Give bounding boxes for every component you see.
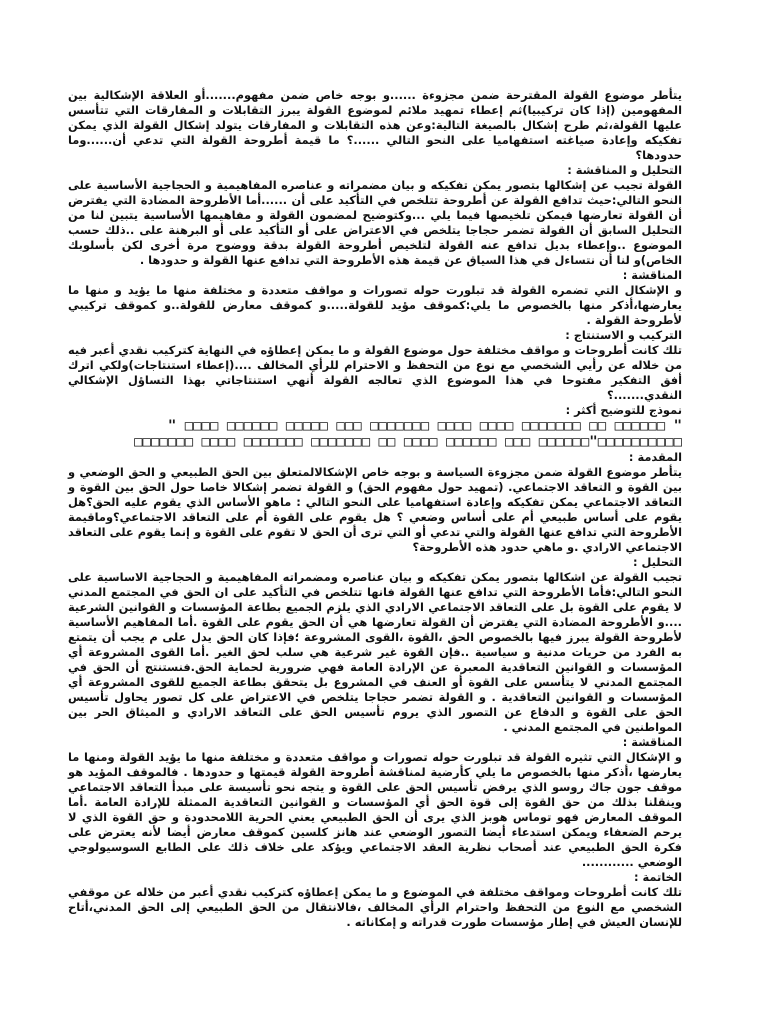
part2-conclusion-paragraph: تلك كانت أطروحات ومواقف مختلفة في الموضوع و ما يمكن إعطاؤه كتركيب نقدي أعبر من خلاله عن موقفي الشخصي مع النوع من التحفظ واحترام الرأي المخالف ،فالانتقال من الحق الطبيعي إلى الحق المدني،أتاح للإنسان العيش في إطار مؤسسات طورت قدراته و إمكاناته . (68, 885, 682, 929)
part2-discussion-paragraph: و الإشكال التي تثيره القولة قد تبلورت حوله تصورات و مواقف متعددة و مختلفة منها ما يؤيد القولة ومنها ما يعارضها ،أذكر منها بالخصوص ما يلي كأرضية لمناقشة أطروحة القولة قيمتها و حدودها . فالموقف المؤيد هو موقف جون جاك روسو الذي يرفض تأسيس الحق على القوة و يتجه نحو تأسيسة على مبدأ التعاقد الاجتماعي وينقلنا بذلك من حق القوة إلى قوة الحق أي المؤسسات و القوانين التعاقدية الممثلة للإرادة العامة .أما الموقف المعارض فهو توماس هوبز الذي يرى أن الحق الطبيعي يعني الحرية اللامحدودة و حق القوة الذي لا يرحم الضعفاء ويمكن استدعاء أيضا التصور الوضعي عند هانز كلسين كموقف معارض أيضا لأنه يعترض على فكرة الحق الطبيعي عند أصحاب نظرية العقد الاجتماعي ويؤكد على خلاف ذلك على الطابع السوسيولوجي الوضعي ............ (68, 750, 682, 869)
part2-intro-heading: المقدمة : (628, 450, 682, 464)
quote-line-1: " □□□□□□ □□ □□□□□□□ □□□□ □□□□ □□□□□□□ □□□ □□□□□ □□□□□□ □□□□ " (167, 418, 682, 434)
part1-intro-paragraph: يتأطر موضوع القولة المقترحة ضمن مجزوءة ......و بوجه خاص ضمن مفهوم.......أو العلاقة الإشكالية بين المفهومين (إذا كان تركيبيا)ثم إعطاء تمهيد ملائم لموضوع القولة يبرز التقابلات و المفارقات التي تتأسس عليها القولة،ثم طرح إشكال بالصيغة التالية:وعن هذه التقابلات و المفارقات يتولد إشكال القولة الذي يمكن تفكيكه وإعادة صياغته استفهاميا على النحو التالي ......؟ ما قيمة أطروحة القولة التي تدعي أن......وما حدودها؟ (68, 88, 682, 162)
part1-synthesis-heading: التركيب و الاستنتاج : (565, 328, 682, 342)
quote-line-2: □□□□□□□□□□"□□□□□□ □□□ □□□□□□ □□□□ □□ □□□□□□□ □□□□□□□ □□□□ □□□□□□□ (134, 434, 682, 450)
part2-discussion-heading: المناقشة : (622, 735, 682, 749)
part2-analysis-heading: التحليل : (632, 555, 682, 569)
part1-discussion-paragraph: و الإشكال التي تضمره القولة قد تبلورت حوله تصورات و مواقف متعددة و مختلفة منها ما يؤيد و منها ما يعارضها،أذكر منها بالخصوص ما يلي:كموقف مؤيد للقولة.....و كموقف معارض للقولة..و كموقف تركيبي لأطروحة القولة . (68, 283, 682, 327)
part2-intro-paragraph: يتأطر موضوع القولة ضمن مجزوءة السياسة و بوجه خاص الإشكالالمتعلق بين الحق الطبيعي و الحق الوضعي و بين القوة و التعاقد الاجتماعي. (تمهيد حول مفهوم الحق) و القولة تضمر إشكالا خاصا حول الحق بين القوة و التعاقد الاجتماعي يمكن تفكيكه وإعادة استفهاميا على النحو التالي : ماهو الأساس الذي يقوم عليه الحق؟هل يقوم على أساس طبيعي أم على أساس وضعي ؟ هل يقوم على القوة أم على التعاقد الاجتماعي؟وماقيمة الأطروحة التي تدافع عنها القولة والتي تدعي أو التي ترى أن الحق لا تقوم على القوة و إنما يقوم على التعاقد الاجتماعي الارادي .و ماهي حدود هذه الأطروحة؟ (68, 465, 682, 554)
part1-analysis-paragraph: القولة تجيب عن إشكالها بتصور يمكن تفكيكه و بيان مضمراته و عناصره المفاهيمية و الحجاجية الأساسية على النحو التالي:حيث تدافع القولة عن أطروحة تتلخص في التأكيد على أن ......أما الأطروحة المضادة التي يفترض أن القولة تعارضها فيمكن تلخيصها فيما يلي ...وكتوضيح لمضمون القولة و مفاهيمها الأساسية يتبين لنا من التحليل السابق أن القولة تضمر حجاجا يتلخص في الاعتراض على أو التأكيد على أو البرهنة على ..ذلك حسب الموضوع ..وإعطاء بديل تدافع عنه القولة لتلخيص أطروحة القولة بدقة ووضوح مرة أخرى لكن بأسلوبك الخاص)و لنا أن نتساءل في هذا السياق عن قيمة هذه الأطروحة التي تدافع عنها القولة و حدودها . (68, 178, 682, 267)
part2-analysis-paragraph: تجيب القولة عن اشكالها بتصور يمكن تفكيكه و بيان عناصره ومضمراته المفاهيمية و الحجاجية الاساسية على النحو التالي:فأما الأطروحة التي تدافع عنها القولة فانها تتلخص في التأكيد على ان الحق في المجتمع المدني لا يقوم على القوة بل على التعاقد الاجتماعي الارادي الذي يلزم الجميع بطاعة المؤسسات و القوانين الشرعية ....و الأطروحة المضادة التي يفترض أن القولة تعارضها هي أن الحق يقوم على القوة .أما المفاهيم الأساسية لأطروحة القولة يبرز فيها بالخصوص الحق ،القوة ،القوى المشروعة ؛فإذا كان الحق يدل على م يجب أن يتمتع به الفرد من حريات مدنية و سياسية ..فإن القوة غير شرعية هي سلب لحق الغير .أما القوى المشروعة أي المؤسسات و القوانين التعاقدية المعبرة عن الإرادة العامة فهي ضرورية لحماية الحق.فنستنتج أن الحق في المجتمع المدني لا يتأسس على القوة أو العنف في المشروع بل يتحقق بطاعة الجميع للقوى المشروعة أي المؤسسات و القوانين التعاقدية . و القولة تضمر حجاجا يتلخص في الاعتراض على كل تصور يحاول تأسيس الحق على القوة و الدفاع عن التصور الذي يروم تأسيس الحق على التعاقد الارادي و الميثاق الحر بين المواطنين في المجتمع المدني . (68, 570, 682, 734)
part1-model-heading: نموذج للتوضيح أكثر : (565, 403, 682, 417)
part1-analysis-heading: التحليل و المناقشة : (567, 163, 682, 177)
part1-discussion-heading: المناقشة : (622, 268, 682, 282)
part2-conclusion-heading: الخاتمة : (633, 870, 682, 884)
part1-synthesis-paragraph: تلك كانت أطروحات و مواقف مختلفة حول موضوع القولة و ما يمكن إعطاؤه في النهاية كتركيب نقدي أعبر فيه من خلاله عن رأيي الشخصي مع نوع من التحفظ و الاحترام للرأي المخالف ....(إعطاء استنتاجات)ولكي اترك أفق التفكير مفتوحا في هذا الموضوع الذي تعالجه القولة أنهي استنتاجاتي بهذا التساؤل الإشكالي النقدي.......؟ (68, 343, 682, 402)
